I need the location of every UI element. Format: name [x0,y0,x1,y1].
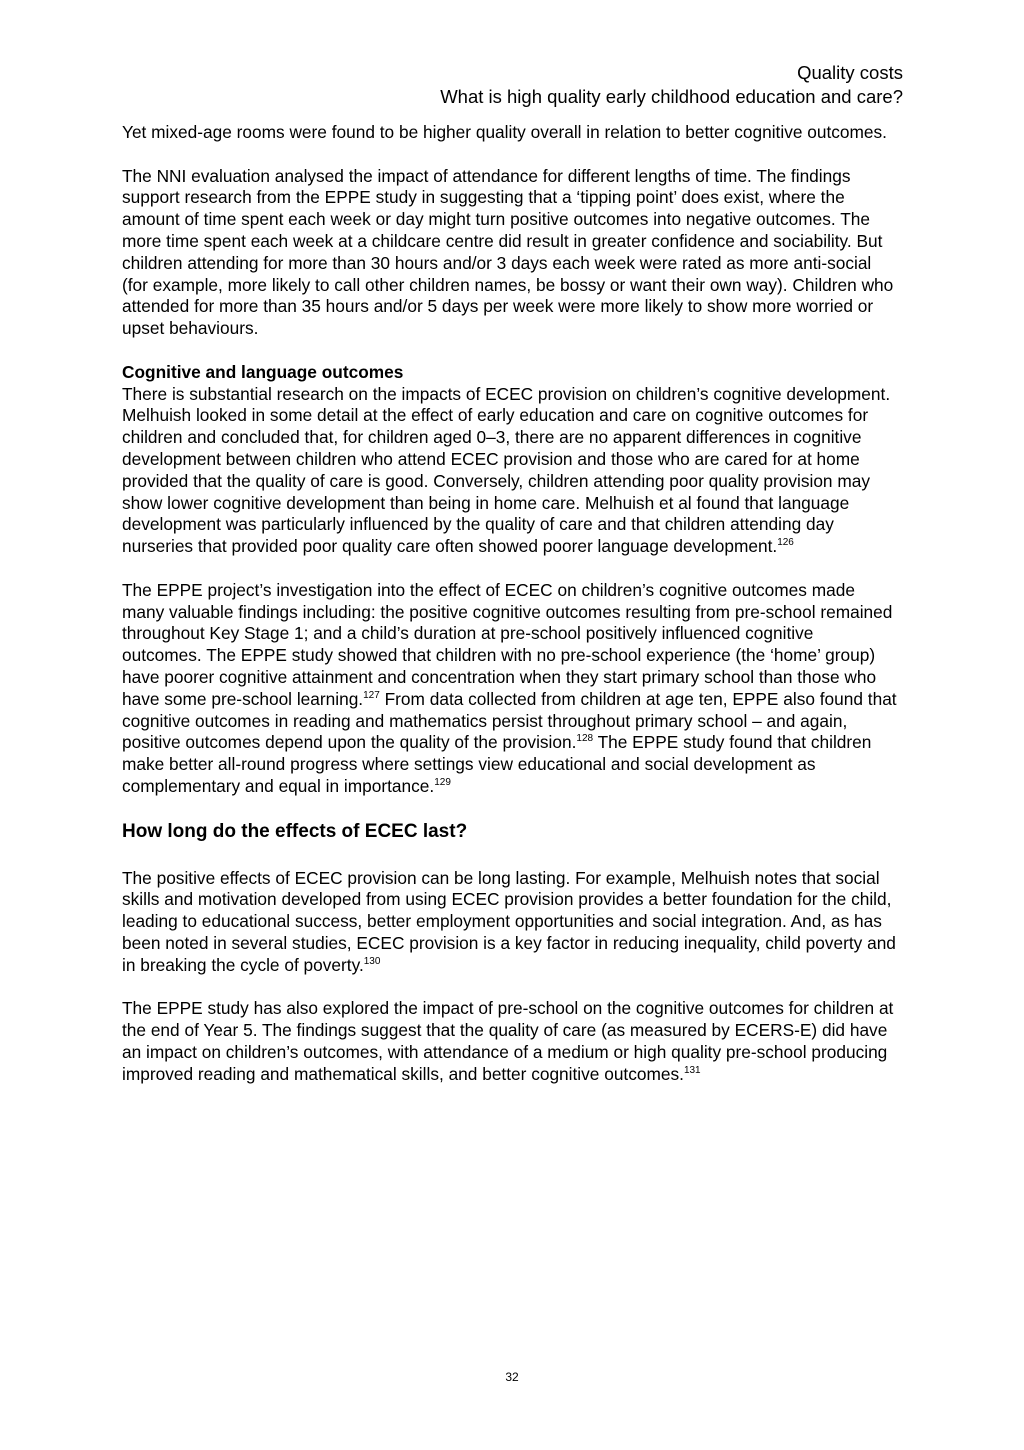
paragraph-nni-evaluation: The NNI evaluation analysed the impact of attendance for different lengths of time. The findings support research from the EPPE study in suggesting that a ‘tipping point’ does exist, where the amount of time spent each week or day might turn positive outcomes into negative outcomes. The more time spent each week at a childcare centre did result in greater confidence and sociability. But children attending for more than 30 hours and/or 3 days each week were rated as more anti-social (for example, more likely to call other children names, be bossy or want their own way). Children who attended for more than 35 hours and/or 5 days per week were more likely to show more worried or upset behaviours. [122,165,894,339]
footnote-ref: 129 [434,776,451,788]
body-text [122,122,897,1107]
section-heading-effects: How long do the effects of ECEC last? [122,820,468,842]
paragraph-mixed-age: Yet mixed-age rooms were found to be higher quality overall in relation to better cognitive outcomes. [122,122,887,142]
paragraph-eppe-investigation: The EPPE project’s investigation into the effect of ECEC on children’s cognitive outcomes made many valuable findings including: the positive cognitive outcomes resulting from pre-school remained throughout Key Stage 1; and a child’s duration at pre-school positively influenced cognitive outcomes. The EPPE study showed that children with no pre-school experience (the ‘home’ group) have poorer cognitive attainment and concentration when they start primary school than those who have some pre-school learning.$^{127}$ From data collected from children at age ten, EPPE also found that cognitive outcomes in reading and mathematics persist throughout primary school – and again, positive outcomes depend upon the quality of the provision.$^{128}$ The EPPE study found that children make better all-round progress where settings view educational and social development as complementary and equal in importance.$^{129}$ [122,579,897,796]
footnote-ref: 131 [683,1064,701,1076]
header-subtitle: What is high quality early childhood education and care? [440,86,903,107]
paragraph-long-lasting: The positive effects of ECEC provision can be long lasting. For example, Melhuish notes that social skills and motivation developed from using ECEC provision provides a better foundation for the child, leading to educational success, better employment opportunities and social integration. And, as has been noted in several studies, ECEC provision is a key factor in reducing inequality, child poverty and in breaking the cycle of poverty.$^{130}$ [122,867,896,975]
footnote-ref: 127 [363,689,380,701]
running-header [440,61,903,109]
footnote-ref: 128 [576,733,594,745]
header-title: Quality costs [797,62,903,83]
subheading-cognitive-language: Cognitive and language outcomes [122,361,404,382]
footnote-ref: 126 [777,537,794,549]
footnote-ref: 130 [363,955,381,967]
paragraph-year-five: The EPPE study has also explored the impact of pre-school on the cognitive outcomes for children at the end of Year 5. The findings suggest that the quality of care (as measured by ECERS-E) did have an impact on children’s outcomes, with attendance of a medium or high quality pre-school producing improved reading and mathematical skills, and better cognitive outcomes.$^{131}$ [122,998,894,1084]
page-number: 32 [505,1370,519,1384]
paragraph-cognitive-research: There is substantial research on the impacts of ECEC provision on children’s cognitive development. Melhuish looked in some detail at the effect of early education and care on cognitive outcomes for children and concluded that, for children aged 0–3, there are no apparent differences in cognitive development between children who attend ECEC provision and those who are cared for at home provided that the quality of care is good. Conversely, children attending poor quality provision may show lower cognitive development than being in home care. Melhuish et al found that language development was particularly influenced by the quality of care and that children attending day nurseries that provided poor quality care often showed poorer language development.$^{126}$ [122,383,891,557]
